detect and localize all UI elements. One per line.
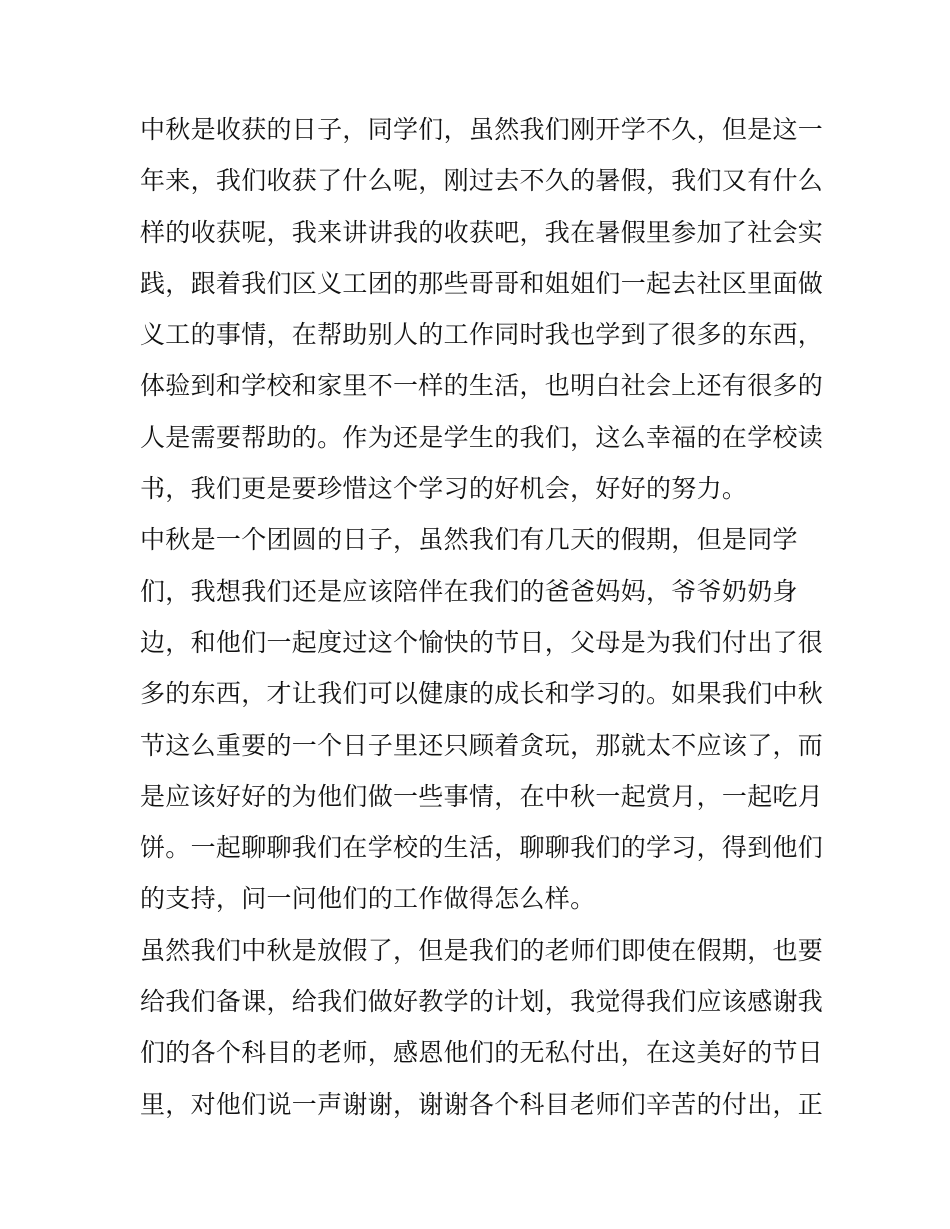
text-line: 节这么重要的一个日子里还只顾着贪玩，那就太不应该了，而 — [140, 730, 824, 760]
text-line: 边，和他们一起度过这个愉快的节日，父母是为我们付出了很 — [140, 627, 824, 657]
body-text — [140, 104, 824, 1130]
text-line: 书，我们更是要珍惜这个学习的好机会，好好的努力。 — [140, 474, 748, 504]
text-line: 虽然我们中秋是放假了，但是我们的老师们即使在假期，也要 — [140, 935, 824, 965]
text-line: 们，我想我们还是应该陪伴在我们的爸爸妈妈，爷爷奶奶身 — [140, 576, 798, 606]
text-line: 年来，我们收获了什么呢，刚过去不久的暑假，我们又有什么 — [140, 166, 824, 196]
text-line: 多的东西，才让我们可以健康的成长和学习的。如果我们中秋 — [140, 679, 824, 709]
text-line: 们的各个科目的老师，感恩他们的无私付出，在这美好的节日 — [140, 1038, 824, 1068]
text-line: 样的收获呢，我来讲讲我的收获吧，我在暑假里参加了社会实 — [140, 217, 824, 247]
text-line: 是应该好好的为他们做一些事情，在中秋一起赏月，一起吃月 — [140, 781, 824, 811]
text-line: 义工的事情，在帮助别人的工作同时我也学到了很多的东西， — [140, 320, 824, 350]
text-line: 践，跟着我们区义工团的那些哥哥和姐姐们一起去社区里面做 — [140, 268, 824, 298]
text-line: 人是需要帮助的。作为还是学生的我们，这么幸福的在学校读 — [140, 422, 824, 452]
text-line: 给我们备课，给我们做好教学的计划，我觉得我们应该感谢我 — [140, 987, 824, 1017]
text-line: 饼。一起聊聊我们在学校的生活，聊聊我们的学习，得到他们 — [140, 833, 824, 863]
text-line: 的支持，问一问他们的工作做得怎么样。 — [140, 884, 596, 914]
text-line: 中秋是收获的日子，同学们，虽然我们刚开学不久，但是这一 — [140, 115, 824, 144]
text-line: 中秋是一个团圆的日子，虽然我们有几天的假期，但是同学 — [140, 525, 798, 555]
text-line: 体验到和学校和家里不一样的生活，也明白社会上还有很多的 — [140, 371, 824, 401]
text-line: 里，对他们说一声谢谢，谢谢各个科目老师们辛苦的付出，正 — [140, 1089, 824, 1119]
